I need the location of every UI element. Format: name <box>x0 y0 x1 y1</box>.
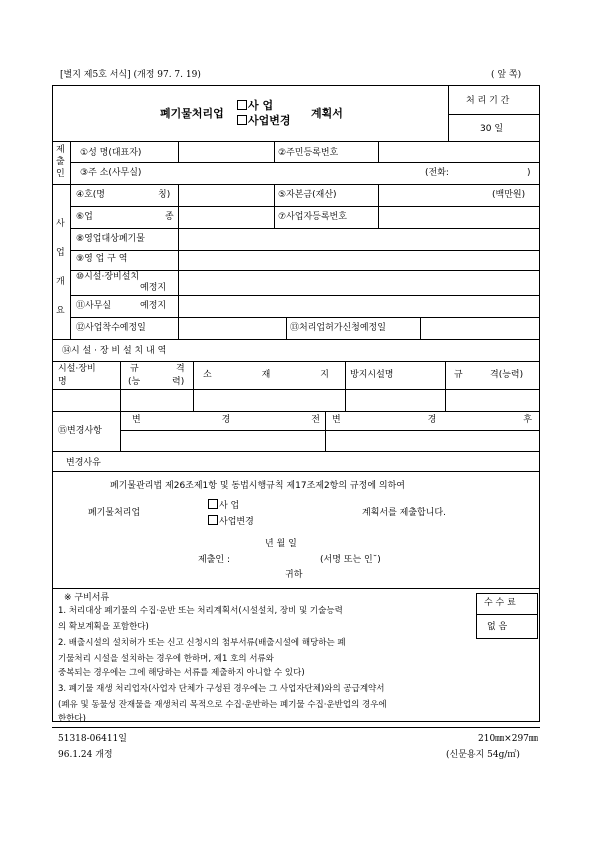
start-date-label: ⑫사업착수예정일 <box>76 323 146 333</box>
after-change-header: 변 경 후 <box>332 415 532 425</box>
business-reg-field[interactable] <box>380 208 538 226</box>
title-option-business[interactable]: 사 업 <box>237 100 273 111</box>
name-field[interactable] <box>180 143 272 160</box>
change-reason-field[interactable] <box>122 453 538 470</box>
capital-label: ⑤자본금(재산) <box>278 190 337 200</box>
form-revision: 96.1.24 개정 <box>58 750 113 760</box>
business-type-label: ⑥업 <box>76 212 93 222</box>
form-code: 51318-06411일 <box>58 734 127 744</box>
resident-number-field[interactable] <box>380 143 538 160</box>
paper-size: 210㎜×297㎜ <box>478 734 538 744</box>
facility-name-header-2: 명 <box>58 377 67 387</box>
spec-capacity-header: 규 <box>454 370 463 380</box>
processing-period-value: 30 일 <box>480 124 504 134</box>
permit-date-label: ⑬처리업허가신청예정일 <box>290 323 386 333</box>
prevention-facility-header: 방지시설명 <box>350 370 394 380</box>
changes-label: ⑮변경사항 <box>58 426 102 436</box>
phone-label: (전화: <box>425 168 449 178</box>
page-side-label: ( 앞 쪽) <box>491 70 522 80</box>
facility-row-field[interactable] <box>54 391 538 409</box>
documents-list <box>58 606 540 725</box>
document-item: 중복되는 경우에는 그에 해당하는 서류를 제출하지 아니할 수 있다) <box>58 668 305 678</box>
submission-date: 년 월 일 <box>265 539 297 549</box>
title-option-change[interactable]: 사업변경 <box>237 115 291 126</box>
statement-option-business[interactable]: 사 업 <box>208 499 239 512</box>
submitter-field[interactable] <box>240 553 312 567</box>
facility-site-label: ⑩시설·장비설치 <box>76 272 140 282</box>
before-change-header: 변 경 전 <box>132 415 320 425</box>
statement-prefix: 폐기물처리업 <box>88 508 141 518</box>
checkbox-icon <box>208 515 218 525</box>
law-statement: 폐기물관리법 제26조제1항 및 동법시행규칙 제17조제2항의 규정에 의하여 <box>110 481 405 491</box>
statement-option-change[interactable]: 사업변경 <box>208 515 254 528</box>
office-site-field[interactable] <box>180 297 538 315</box>
start-date-field[interactable] <box>180 319 284 337</box>
address-field[interactable] <box>180 164 420 182</box>
target-waste-label: ⑧영업대상폐기물 <box>76 234 145 244</box>
fee-label: 수 수 료 <box>484 598 516 608</box>
capital-unit: (백만원) <box>492 190 526 200</box>
location-header: 소 재 지 <box>203 370 329 380</box>
title-prefix: 폐기물처리업 <box>160 107 224 120</box>
paper-type: (신문용지 54g/㎡) <box>446 750 520 760</box>
trade-name-label: ④호(명 <box>76 190 105 200</box>
office-site-label: ⑪사무실 <box>76 301 112 311</box>
addressee-label: 귀하 <box>285 570 303 580</box>
spec-header: 규 <box>130 364 139 374</box>
spec-capacity-header-b: 격(능력) <box>490 370 524 380</box>
submitter-label: 제출인 : <box>198 555 230 565</box>
business-type-label-end: 종 <box>165 212 174 222</box>
permit-date-field[interactable] <box>422 319 538 337</box>
checkbox-icon <box>237 115 247 125</box>
document-item: 2. 배출시설의 설치허가 또는 신고 신청시의 첨부서류(배출시설에 해당하는 폐 <box>58 638 346 648</box>
phone-close: ) <box>527 168 531 178</box>
spec-header-b: 격 <box>176 364 185 374</box>
facilities-section-label: ⑭시 설 · 장 비 설 치 내 역 <box>62 346 167 356</box>
checkbox-icon <box>208 499 218 509</box>
business-area-field[interactable] <box>180 252 538 268</box>
applicant-section-label: 제 출 인 <box>56 145 65 179</box>
capital-field[interactable] <box>380 186 488 204</box>
document-item: 한한다) <box>58 714 86 724</box>
document-item: 1. 처리대상 폐기물의 수집·운반 또는 처리계획서(시설설치, 장비 및 기술능력 <box>58 606 343 616</box>
facility-site-field[interactable] <box>180 272 538 292</box>
document-item: 의 확보계획을 포함한다) <box>58 622 149 632</box>
documents-heading: ※ 구비서류 <box>64 593 110 603</box>
phone-field[interactable] <box>462 164 524 182</box>
business-area-label: ⑨영 업 구 역 <box>76 254 128 264</box>
address-label: ③주 소(사무실) <box>80 168 142 178</box>
target-waste-field[interactable] <box>180 230 538 248</box>
checkbox-icon <box>237 100 247 110</box>
name-label: ①성 명(대표자) <box>80 148 142 158</box>
office-site-label-2: 예정지 <box>140 301 167 311</box>
business-type-field[interactable] <box>180 208 272 226</box>
document-item: 기물처리 시설을 설치하는 경우에 한하며, 제1 호의 서류와 <box>58 654 274 664</box>
before-change-field[interactable] <box>122 432 323 449</box>
after-change-field[interactable] <box>327 432 538 449</box>
trade-name-label-end: 칭) <box>158 190 171 200</box>
change-reason-label: 변경사유 <box>66 458 101 468</box>
capacity-header-b: 력) <box>172 377 185 387</box>
facility-site-label-2: 예정지 <box>140 283 167 293</box>
document-item: 3. 폐기물 재생 처리업자(사업자 단체가 구성된 경우에는 그 사업자단체)와의 공급계약서 <box>58 684 385 694</box>
capacity-header: (능 <box>128 377 141 387</box>
facility-name-header: 시설·장비 <box>58 364 96 374</box>
business-reg-label: ⑦사업자등록번호 <box>278 212 347 222</box>
trade-name-field[interactable] <box>180 186 272 204</box>
resident-number-label: ②주민등록번호 <box>278 148 339 158</box>
fee-value: 없 음 <box>487 622 508 632</box>
title-suffix: 계획서 <box>311 107 343 120</box>
form-reference: [별지 제5호 서식] (개정 97. 7. 19) <box>60 70 201 80</box>
document-item: (폐유 및 동물성 잔재물을 재생처리 목적으로 수집·운반하는 폐기물 수집·운반업의 경우에 <box>58 700 387 710</box>
statement-suffix: 계획서를 제출합니다. <box>362 508 446 518</box>
business-section-label: 사 업 개 요 <box>56 219 65 316</box>
processing-period-label: 처 리 기 간 <box>466 96 510 106</box>
signature-label: (서명 또는 인˘) <box>320 555 381 565</box>
